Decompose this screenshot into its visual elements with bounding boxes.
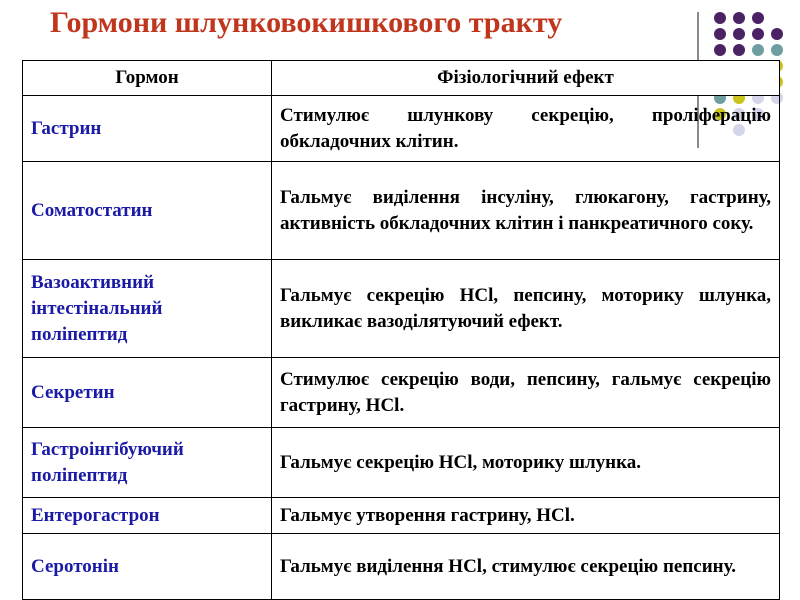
hormone-name-cell: Ентерогастрон (23, 498, 272, 534)
hormone-name-cell: Секретин (23, 358, 272, 428)
hormone-name-cell: Вазоактивний інтестінальний поліпептид (23, 260, 272, 358)
table-row (23, 358, 780, 428)
table-row (23, 534, 780, 600)
decorative-dot (752, 28, 764, 40)
decorative-dot (733, 28, 745, 40)
table-row (23, 162, 780, 260)
table-row (23, 498, 780, 534)
decorative-dot (752, 44, 764, 56)
effect-cell: Гальмує секрецію HCl, пепсину, моторику шлунка, викликає вазоділятуючий ефект. (272, 260, 780, 358)
effect-cell: Стимулює шлункову секрецію, проліферацію обкладочних клітин. (272, 96, 780, 162)
effect-cell: Гальмує виділення HCl, стимулює секрецію пепсину. (272, 534, 780, 600)
table-header-row (23, 61, 780, 96)
decorative-dot (714, 28, 726, 40)
hormone-name-cell: Гастроінгібуючий поліпептид (23, 428, 272, 498)
effect-cell: Гальмує секрецію HCl, моторику шлунка. (272, 428, 780, 498)
effect-cell: Гальмує виділення інсуліну, глюкагону, гастрину, активність обкладочних клітин і панкреатичного соку. (272, 162, 780, 260)
effect-cell: Гальмує утворення гастрину, HCl. (272, 498, 780, 534)
hormone-name-cell: Гастрин (23, 96, 272, 162)
effect-cell: Стимулює секрецію води, пепсину, гальмує секрецію гастрину, HCl. (272, 358, 780, 428)
decorative-dot (714, 44, 726, 56)
slide-title: Гормони шлунковокишкового тракту (50, 6, 563, 39)
decorative-dot (752, 12, 764, 24)
column-header-hormone: Гормон (23, 61, 272, 96)
column-header-effect: Фізіологічний ефект (272, 61, 780, 96)
table-row (23, 96, 780, 162)
decorative-dot (771, 28, 783, 40)
hormone-name-cell: Серотонін (23, 534, 272, 600)
decorative-dot (771, 44, 783, 56)
decorative-dot (733, 12, 745, 24)
table-row (23, 428, 780, 498)
table-row (23, 260, 780, 358)
decorative-dot (714, 12, 726, 24)
hormone-name-cell: Соматостатин (23, 162, 272, 260)
decorative-dot (733, 44, 745, 56)
hormones-table (22, 60, 780, 600)
